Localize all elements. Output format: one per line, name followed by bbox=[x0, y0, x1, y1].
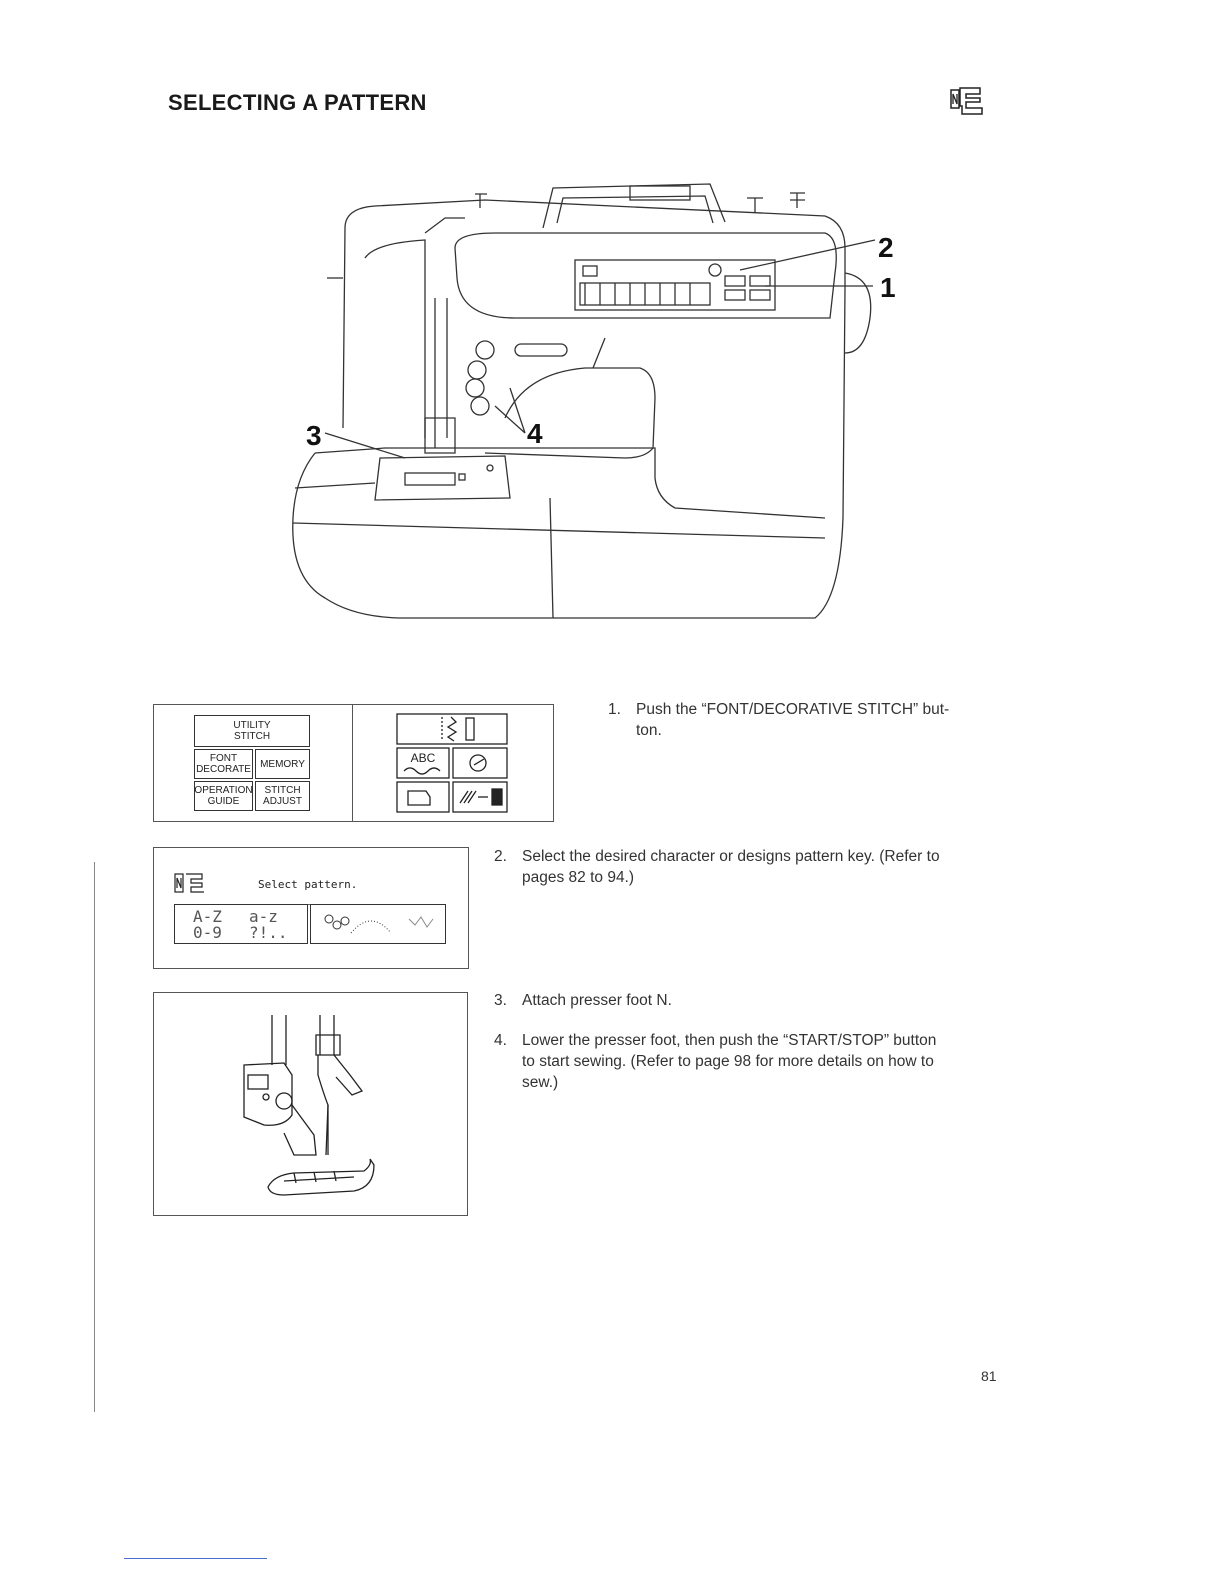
step-3-number: 3. bbox=[494, 992, 507, 1009]
step-2-text: Select the desired character or designs pattern key. (Refer to bbox=[522, 848, 940, 865]
stitch-adjust-button bbox=[255, 781, 310, 811]
step-4 bbox=[494, 1031, 1006, 1097]
char-upper: A-Z bbox=[193, 907, 222, 926]
icon-button-grid bbox=[396, 713, 508, 813]
step-2-number: 2. bbox=[494, 848, 507, 865]
step-4-text-3: sew.) bbox=[522, 1074, 559, 1091]
callout-3: 3 bbox=[306, 420, 322, 451]
step-4-text-2: to start sewing. (Refer to page 98 for more details on how to bbox=[522, 1053, 934, 1070]
lcd-message: Select pattern. bbox=[258, 878, 358, 891]
callout-4: 4 bbox=[527, 418, 543, 449]
margin-line bbox=[94, 862, 95, 1412]
step-3-text: Attach presser foot N. bbox=[522, 992, 672, 1009]
memory-button bbox=[255, 749, 310, 779]
char-symbols: ?!.. bbox=[249, 923, 288, 942]
presser-foot-n-lcd-icon bbox=[174, 870, 208, 896]
operation-guide-button bbox=[194, 781, 253, 811]
memory-label: MEMORY bbox=[260, 758, 305, 770]
font-decorate-button bbox=[194, 749, 253, 779]
page-title: SELECTING A PATTERN bbox=[168, 90, 427, 115]
utility-stitch-label-2: STITCH bbox=[233, 731, 271, 742]
step-2 bbox=[494, 847, 1006, 891]
stitch-adjust-label-2: ADJUST bbox=[263, 796, 302, 807]
utility-stitch-label-1: UTILITY bbox=[233, 720, 271, 731]
step-1-number: 1. bbox=[608, 701, 621, 718]
presser-foot-figure bbox=[153, 992, 468, 1216]
operation-guide-label-2: GUIDE bbox=[207, 796, 240, 807]
step-1-text: Push the “FONT/DECORATIVE STITCH” but- bbox=[636, 701, 950, 718]
sewing-machine-illustration bbox=[285, 178, 925, 633]
abc-icon-label: ABC bbox=[410, 751, 436, 765]
bottom-rule bbox=[124, 1558, 267, 1559]
font-decorate-label-2: DECORATE bbox=[196, 764, 251, 775]
page-number: 81 bbox=[981, 1368, 997, 1384]
operation-guide-label-1: OPERATION bbox=[194, 785, 253, 796]
step-1 bbox=[608, 700, 1008, 744]
char-digits: 0-9 bbox=[193, 923, 222, 942]
step-3 bbox=[494, 991, 1006, 1013]
design-pattern-icon bbox=[311, 905, 445, 943]
callout-2: 2 bbox=[878, 232, 894, 263]
design-key bbox=[310, 904, 446, 944]
step-4-text: Lower the presser foot, then push the “START/STOP” button bbox=[522, 1032, 937, 1049]
character-key bbox=[174, 904, 308, 944]
font-decorate-label-1: FONT bbox=[209, 753, 238, 764]
char-lower: a-z bbox=[249, 907, 278, 926]
presser-foot-n-icon bbox=[950, 84, 986, 116]
stitch-adjust-label-1: STITCH bbox=[264, 785, 301, 796]
callout-1: 1 bbox=[880, 272, 896, 303]
step-2-text-2: pages 82 to 94.) bbox=[522, 869, 635, 886]
presser-foot-illustration bbox=[224, 1005, 404, 1205]
lcd-screen-figure bbox=[153, 847, 469, 969]
utility-stitch-button bbox=[194, 715, 310, 747]
step-4-number: 4. bbox=[494, 1032, 507, 1049]
control-panel-figure bbox=[153, 704, 554, 822]
step-1-text-2: ton. bbox=[636, 722, 662, 739]
